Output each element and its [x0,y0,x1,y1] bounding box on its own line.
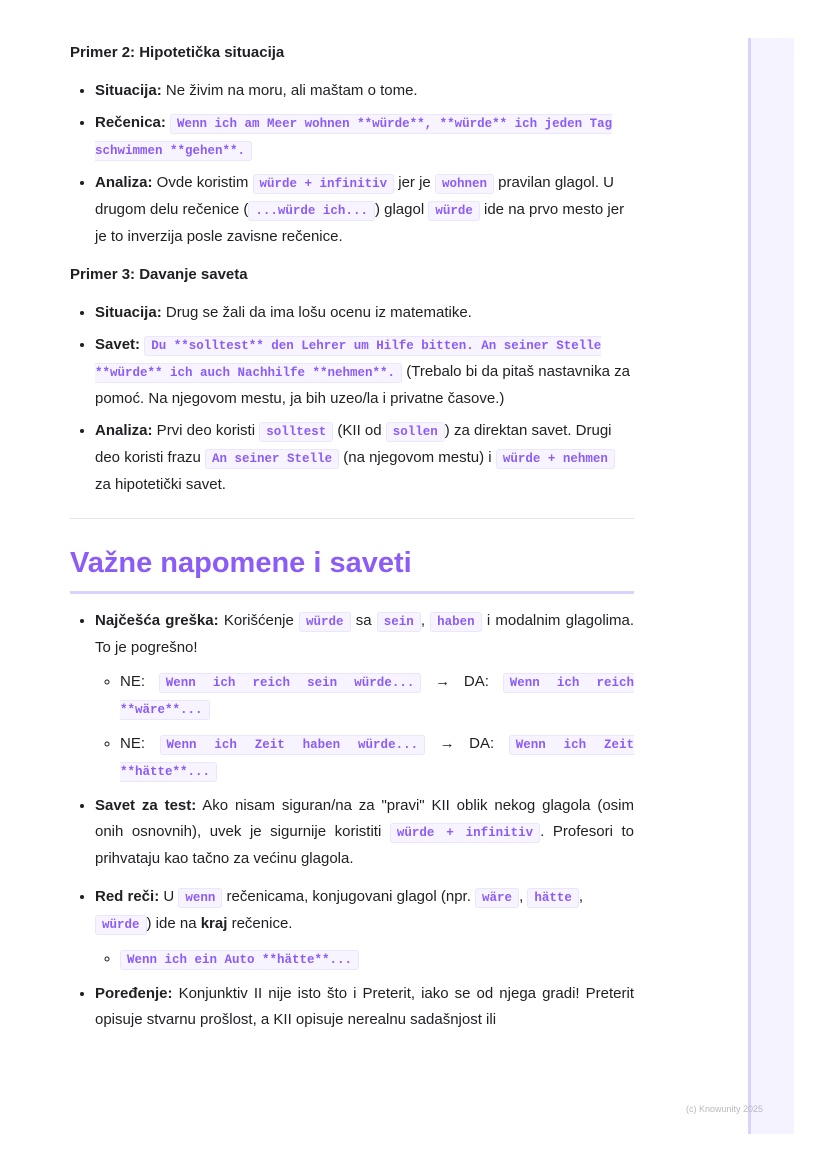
label: Rečenica: [95,114,166,131]
text: (na njegovom mestu) i [339,449,496,466]
list-item [95,110,634,164]
text: Ne živim na moru, ali maštam o tome. [161,82,418,99]
list-item [95,608,634,785]
text: NE: [120,673,159,690]
text: rečenicama, konjugovani glagol (npr. [222,888,476,905]
text: jer je [394,174,435,191]
text: → DA: [425,735,509,752]
list-item [120,946,634,973]
watermark: (c) Knowunity 2025 [686,1104,764,1114]
code-snippet: Wenn ich ein Auto **hätte**... [120,950,359,970]
code-snippet: wäre [475,888,519,908]
code-snippet: ...würde ich... [248,201,375,221]
text: , [519,888,528,905]
code-snippet: wohnen [435,174,494,194]
list-item [95,418,634,498]
code-snippet: würde + infinitiv [390,823,540,843]
code-snippet: hätte [527,888,579,908]
code-snippet: An seiner Stelle [205,449,339,469]
text: i modalnim glagolima. To je pogrešno! [95,612,634,656]
label: Analiza: [95,174,153,191]
code-snippet: würde + nehmen [496,449,615,469]
example-2-heading: Primer 2: Hipotetička situacija [70,44,285,61]
label: Poređenje: [95,985,173,1002]
code-snippet: würde [299,612,351,632]
text: rečenice. [227,915,293,932]
text: Prvi deo koristi [152,422,260,439]
code-snippet: Du **solltest** den Lehrer um Hilfe bitten. An seiner Stelle **würde** ich auch Nachhilfe **nehmen**. [95,336,601,383]
text: , [578,888,584,905]
text: Korišćenje [218,612,300,629]
text: NE: [120,735,160,752]
list-item [95,884,634,973]
code-snippet: Wenn ich reich **wäre**... [120,673,634,720]
text: (KII od [333,422,386,439]
code-snippet: Wenn ich Zeit haben würde... [160,735,426,755]
label: Situacija: [95,82,162,99]
label: Analiza: [95,422,153,439]
list-item [95,300,634,326]
code-snippet: solltest [259,422,333,442]
text: Konjunktiv II nije isto što i Preterit, iako se od njega gradi! Preterit opisuje stvarnu prošlost, a KII opisuje nerealnu sadašnjost ili [95,985,634,1028]
label: Najčešća greška: [95,612,219,629]
list-item [95,170,634,250]
label: Red reči: [95,888,160,905]
list-item [95,793,634,872]
text: → DA: [421,673,503,690]
text: Ovde koristim [152,174,253,191]
example-2-list [70,78,634,250]
list-item [120,731,634,785]
bold-text: kraj [200,915,228,932]
label: Savet za test: [95,797,197,814]
text: ) za direktan savet. Drugi deo koristi frazu [95,422,612,466]
text: ) glagol [374,201,429,218]
example-3-list [70,300,634,498]
code-snippet: sollen [386,422,445,442]
list-item [95,981,634,1033]
text: ) ide na [146,915,201,932]
code-snippet: Wenn ich reich sein würde... [159,673,422,693]
text: Ako nisam siguran/na za "pravi" KII oblik nekog glagola (osim onih osnovnih), uvek je sigurnije koristiti [95,797,635,840]
text: U [159,888,179,905]
order-examples [95,946,634,973]
side-panel [748,38,794,1134]
translation-text: (Trebalo bi da pitaš nastavnika za pomoć. Na njegovom mestu, ja bih uzeo/la i privatne časove.) [95,363,630,407]
list-item [95,78,634,104]
code-snippet: sein [377,612,421,632]
text: sa [350,612,377,629]
document-content [70,40,634,1045]
text: pravilan glagol. U drugom delu rečenice ( [95,174,615,218]
label: Situacija: [95,304,162,321]
example-3-heading: Primer 3: Davanje saveta [70,266,248,283]
list-item [120,669,634,723]
code-snippet: würde [95,915,147,935]
code-snippet: wenn [178,888,222,908]
list-item [95,332,634,412]
code-snippet: haben [430,612,482,632]
notes-heading: Važne napomene i saveti [70,543,634,594]
label: Savet: [95,336,141,353]
error-examples [95,669,634,785]
text: . Profesori to prihvataju kao tačno za većinu glagola. [95,823,634,867]
text: , [420,612,431,629]
text: za hipotetički savet. [95,476,226,493]
code-snippet: Wenn ich am Meer wohnen **würde**, **würde** ich jeden Tag schwimmen **gehen**. [95,114,612,161]
code-snippet: würde [428,201,480,221]
text: ide na prvo mesto jer je to inverzija posle zavisne rečenice. [95,201,625,245]
text: Drug se žali da ima lošu ocenu iz matematike. [161,304,472,321]
code-snippet: würde + infinitiv [253,174,395,194]
notes-list [70,608,634,1033]
section-divider [70,518,634,519]
code-snippet: Wenn ich Zeit **hätte**... [120,735,634,782]
